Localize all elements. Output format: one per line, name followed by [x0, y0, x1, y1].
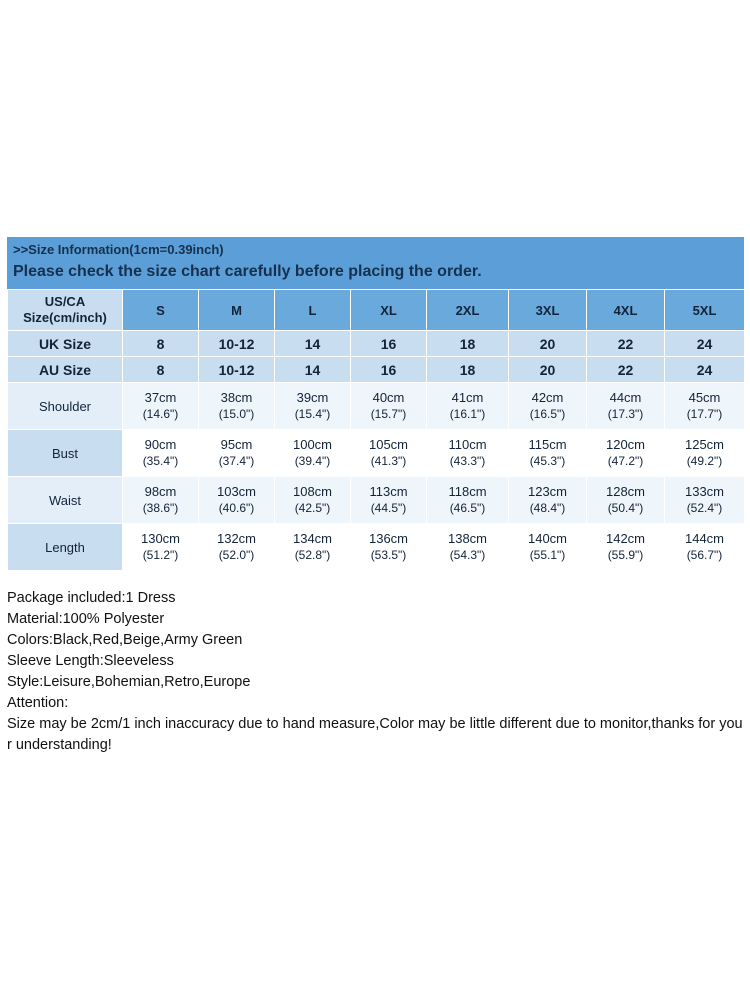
table-cell: 39cm (15.4"): [275, 383, 351, 430]
table-cell: 16: [351, 331, 427, 357]
table-cell: 18: [427, 331, 509, 357]
note-attention-title: Attention:: [7, 695, 69, 711]
size-info-title: >>Size Information(1cm=0.39inch): [13, 242, 224, 257]
table-cell: 128cm (50.4"): [587, 477, 665, 524]
note-material: Material:100% Polyester: [7, 611, 165, 627]
table-header-row: [8, 290, 745, 331]
table-row: [8, 430, 745, 477]
table-cell: 20: [509, 357, 587, 383]
row-label: UK Size: [8, 331, 123, 357]
table-cell: 8: [123, 331, 199, 357]
table-cell: 20: [509, 331, 587, 357]
note-attention-body: Size may be 2cm/1 inch inaccuracy due to hand measure,Color may be little different due to monitor,thanks for your understanding!: [7, 716, 743, 753]
table-cell: 98cm (38.6"): [123, 477, 199, 524]
size-column-header: XL: [351, 290, 427, 331]
table-cell: 103cm (40.6"): [199, 477, 275, 524]
product-notes: [7, 588, 747, 756]
table-cell: 18: [427, 357, 509, 383]
table-cell: 14: [275, 357, 351, 383]
table-cell: 24: [665, 357, 745, 383]
size-column-header: 5XL: [665, 290, 745, 331]
table-cell: 10-12: [199, 357, 275, 383]
table-cell: 16: [351, 357, 427, 383]
table-cell: 115cm (45.3"): [509, 430, 587, 477]
size-column-header: 4XL: [587, 290, 665, 331]
table-cell: 41cm (16.1"): [427, 383, 509, 430]
row-label: Waist: [8, 477, 123, 524]
table-row: [8, 331, 745, 357]
note-package: Package included:1 Dress: [7, 590, 176, 606]
table-cell: 113cm (44.5"): [351, 477, 427, 524]
note-colors: Colors:Black,Red,Beige,Army Green: [7, 632, 243, 648]
table-cell: 133cm (52.4"): [665, 477, 745, 524]
table-cell: 134cm (52.8"): [275, 524, 351, 571]
table-cell: 130cm (51.2"): [123, 524, 199, 571]
table-cell: 125cm (49.2"): [665, 430, 745, 477]
table-corner-label: US/CA Size(cm/inch): [8, 290, 123, 331]
row-label: Shoulder: [8, 383, 123, 430]
size-chart-header: [7, 237, 744, 289]
row-label: AU Size: [8, 357, 123, 383]
table-row: [8, 524, 745, 571]
table-cell: 120cm (47.2"): [587, 430, 665, 477]
table-cell: 40cm (15.7"): [351, 383, 427, 430]
size-column-header: 3XL: [509, 290, 587, 331]
table-cell: 118cm (46.5"): [427, 477, 509, 524]
table-cell: 44cm (17.3"): [587, 383, 665, 430]
note-sleeve-length: Sleeve Length:Sleeveless: [7, 653, 174, 669]
table-cell: 10-12: [199, 331, 275, 357]
table-row: [8, 383, 745, 430]
table-cell: 42cm (16.5"): [509, 383, 587, 430]
table-cell: 95cm (37.4"): [199, 430, 275, 477]
table-cell: 14: [275, 331, 351, 357]
table-cell: 38cm (15.0"): [199, 383, 275, 430]
row-label: Bust: [8, 430, 123, 477]
size-column-header: S: [123, 290, 199, 331]
size-column-header: L: [275, 290, 351, 331]
table-cell: 100cm (39.4"): [275, 430, 351, 477]
table-cell: 22: [587, 331, 665, 357]
table-cell: 140cm (55.1"): [509, 524, 587, 571]
table-cell: 136cm (53.5"): [351, 524, 427, 571]
table-row: [8, 357, 745, 383]
table-cell: 37cm (14.6"): [123, 383, 199, 430]
table-cell: 24: [665, 331, 745, 357]
table-cell: 138cm (54.3"): [427, 524, 509, 571]
table-cell: 105cm (41.3"): [351, 430, 427, 477]
table-cell: 142cm (55.9"): [587, 524, 665, 571]
row-label: Length: [8, 524, 123, 571]
table-cell: 45cm (17.7"): [665, 383, 745, 430]
size-chart-table: [7, 289, 745, 571]
table-row: [8, 477, 745, 524]
size-column-header: M: [199, 290, 275, 331]
table-cell: 90cm (35.4"): [123, 430, 199, 477]
table-cell: 123cm (48.4"): [509, 477, 587, 524]
size-check-notice: Please check the size chart carefully before placing the order.: [13, 263, 482, 280]
table-cell: 144cm (56.7"): [665, 524, 745, 571]
size-chart-block: [7, 237, 744, 571]
size-column-header: 2XL: [427, 290, 509, 331]
table-cell: 108cm (42.5"): [275, 477, 351, 524]
note-style: Style:Leisure,Bohemian,Retro,Europe: [7, 674, 251, 690]
table-cell: 8: [123, 357, 199, 383]
table-cell: 110cm (43.3"): [427, 430, 509, 477]
table-cell: 22: [587, 357, 665, 383]
table-cell: 132cm (52.0"): [199, 524, 275, 571]
